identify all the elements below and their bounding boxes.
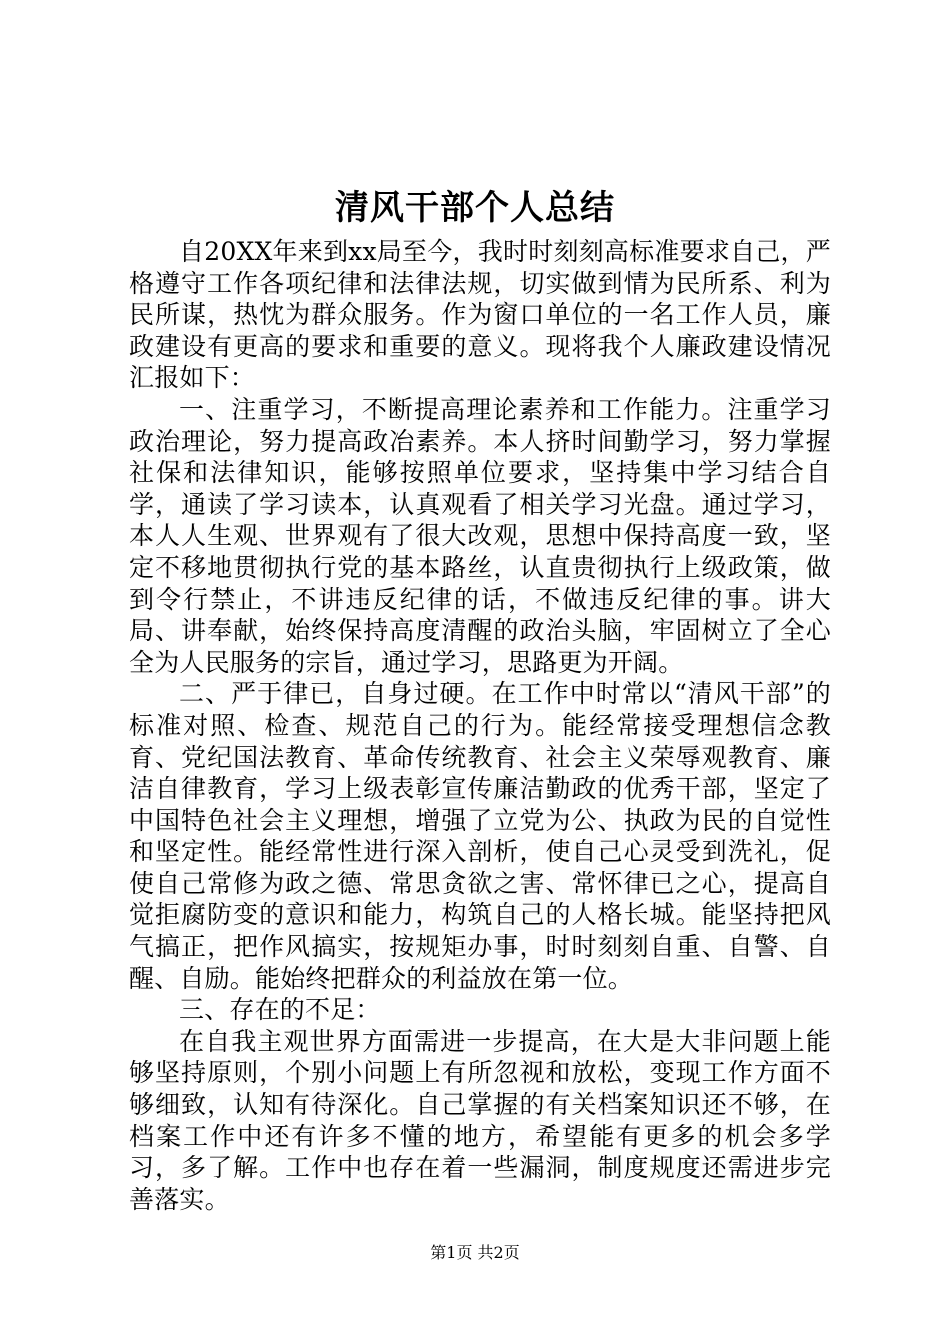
paragraph-section-1: 一、注重学习，不断提高理论素养和工作能力。注重学习政治理论，努力提高政冶素养。本人挤时间勤学习，努力掌握社保和法律知识，能够按照单位要求，坚持集中学习结合自学，通读了学习读本，认真观看了相关学习光盘。通过学习，本人人生观、世界观有了很大改观，思想中保持高度一致，坚定不移地贯彻执行党的基本路丝，认直贵彻执行上级政策，做到令行禁止，不讲违反纪律的话，不做违反纪律的事。讲大局、讲奉献，始终保持高度清醒的政治头脑，牢固树立了全心全为人民服务的宗旨，通过学习，思路更为开阔。 — [129, 394, 831, 677]
document-title: 清风干部个人总结 — [335, 188, 615, 228]
paragraph-section-3-body: 在自我主观世界方面需进一步提高，在大是大非问题上能够坚持原则，个别小问题上有所忽视和放松，变现工作方面不够细致，认知有待深化。自己掌握的有关档案知识还不够，在档案工作中还有许多不懂的地方，希望能有更多的机会多学习，多了解。工作中也存在着一些漏洞，制度规度还需进步完善落实。 — [129, 1026, 831, 1214]
paragraph-intro: 自20XX年来到xx局至今，我时时刻刻高标准要求自己，严格遵守工作各项纪律和法律法规，切实做到情为民所系、利为民所谋，热忱为群众服务。作为窗口单位的一名工作人员，廉政建设有更高的要求和重要的意义。现将我个人廉政建设情况汇报如下： — [129, 237, 831, 393]
paragraph-section-2: 二、严于律已，自身过硬。在工作中时常以“清风干部”的标准对照、检查、规范自己的行为。能经常接受理想信念教育、党纪国法教育、革命传统教育、社会主义荣辱观教育、廉洁自律教育，学习上级表彰宣传廉洁勤政的优秀干部，坚定了中国特色社会主义理想，增强了立党为公、执政为民的自觉性和坚定性。能经常性进行深入剖析，使自己心灵受到洗礼，促使自己常修为政之德、常思贪欲之害、常怀律已之心，提高自觉拒腐防变的意识和能力，构筑自己的人格长城。能坚持把风气搞正，把作风搞实，按规矩办事，时时刻刻自重、自警、自醒、自励。能始终把群众的利益放在第一位。 — [129, 679, 831, 993]
paragraph-section-3-heading: 三、存在的不足： — [179, 995, 381, 1025]
page-footer: 第1页 共2页 — [430, 1243, 520, 1262]
document-body — [129, 236, 831, 1215]
